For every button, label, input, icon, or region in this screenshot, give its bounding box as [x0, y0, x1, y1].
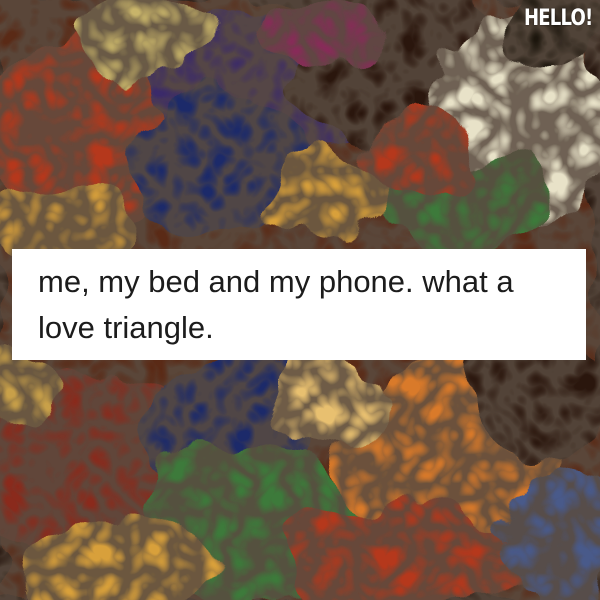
caption-box: [12, 249, 586, 360]
hello-logo: HELLO!: [523, 6, 592, 31]
caption-text: me, my bed and my phone. what a love triangle.: [38, 264, 514, 345]
